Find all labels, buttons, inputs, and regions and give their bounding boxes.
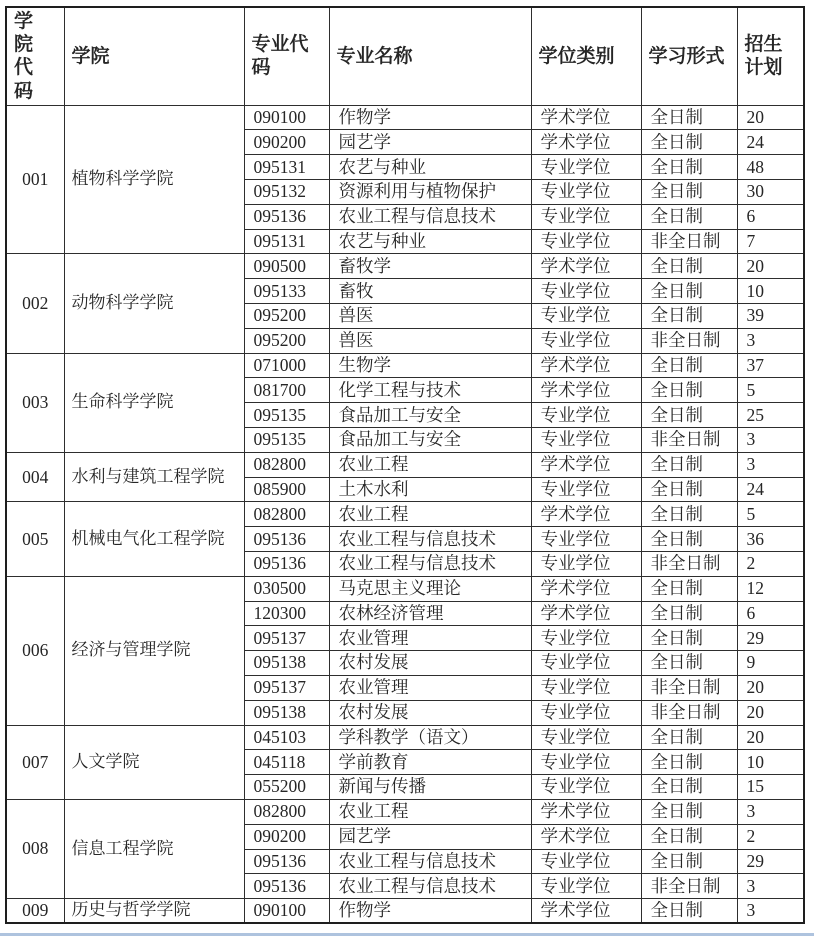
- major-name-cell: 农业工程与信息技术: [329, 874, 531, 899]
- column-header-degree-type: [531, 7, 641, 105]
- column-header-label: 专业代码: [251, 34, 309, 79]
- major-code-cell: 095131: [244, 155, 329, 180]
- college-code-cell: 008: [6, 800, 64, 899]
- study-form-cell: 全日制: [641, 254, 737, 279]
- column-header-label: 学院: [71, 45, 110, 67]
- enrollment-quota-cell: 3: [737, 800, 804, 825]
- bottom-accent-line: [0, 933, 814, 936]
- degree-type-cell: 专业学位: [531, 180, 641, 205]
- study-form-cell: 全日制: [641, 626, 737, 651]
- college-code-cell: 004: [6, 452, 64, 502]
- degree-type-cell: 学术学位: [531, 601, 641, 626]
- degree-type-cell: 专业学位: [531, 155, 641, 180]
- major-name-cell: 农林经济管理: [329, 601, 531, 626]
- degree-type-cell: 专业学位: [531, 552, 641, 577]
- major-code-cell: 030500: [244, 576, 329, 601]
- college-name-cell: 生命科学学院: [64, 353, 244, 452]
- study-form-cell: 全日制: [641, 502, 737, 527]
- study-form-cell: 全日制: [641, 155, 737, 180]
- major-code-cell: 095137: [244, 626, 329, 651]
- major-code-cell: 071000: [244, 353, 329, 378]
- enrollment-quota-cell: 10: [737, 750, 804, 775]
- major-name-cell: 园艺学: [329, 130, 531, 155]
- college-name-cell: 水利与建筑工程学院: [64, 452, 244, 502]
- study-form-cell: 全日制: [641, 824, 737, 849]
- college-name-cell: 植物科学学院: [64, 105, 244, 254]
- study-form-cell: 全日制: [641, 130, 737, 155]
- study-form-cell: 全日制: [641, 750, 737, 775]
- enrollment-quota-cell: 30: [737, 180, 804, 205]
- major-name-cell: 化学工程与技术: [329, 378, 531, 403]
- major-name-cell: 食品加工与安全: [329, 403, 531, 428]
- enrollment-quota-cell: 5: [737, 378, 804, 403]
- column-header-label: 专业名称: [336, 45, 413, 67]
- degree-type-cell: 专业学位: [531, 527, 641, 552]
- major-code-cell: 090200: [244, 130, 329, 155]
- column-header-college-code: [6, 7, 64, 105]
- major-name-cell: 农业管理: [329, 626, 531, 651]
- enrollment-quota-cell: 3: [737, 452, 804, 477]
- column-header-study-form: [641, 7, 737, 105]
- major-name-cell: 资源利用与植物保护: [329, 180, 531, 205]
- table-row: [6, 353, 804, 378]
- major-code-cell: 095200: [244, 328, 329, 353]
- major-code-cell: 090500: [244, 254, 329, 279]
- table-row: [6, 502, 804, 527]
- column-header-college-name: [64, 7, 244, 105]
- major-name-cell: 农村发展: [329, 651, 531, 676]
- major-name-cell: 农业工程与信息技术: [329, 849, 531, 874]
- study-form-cell: 全日制: [641, 452, 737, 477]
- major-code-cell: 082800: [244, 800, 329, 825]
- study-form-cell: 全日制: [641, 378, 737, 403]
- major-name-cell: 兽医: [329, 328, 531, 353]
- degree-type-cell: 学术学位: [531, 452, 641, 477]
- degree-type-cell: 专业学位: [531, 229, 641, 254]
- degree-type-cell: 专业学位: [531, 428, 641, 453]
- college-name-cell: 动物科学学院: [64, 254, 244, 353]
- study-form-cell: 全日制: [641, 477, 737, 502]
- degree-type-cell: 专业学位: [531, 477, 641, 502]
- degree-type-cell: 学术学位: [531, 105, 641, 130]
- column-header-label: 学习形式: [648, 45, 725, 67]
- degree-type-cell: 专业学位: [531, 676, 641, 701]
- major-code-cell: 095133: [244, 279, 329, 304]
- enrollment-quota-cell: 12: [737, 576, 804, 601]
- header-row: [6, 7, 804, 105]
- enrollment-quota-cell: 2: [737, 824, 804, 849]
- enrollment-quota-cell: 7: [737, 229, 804, 254]
- major-code-cell: 095138: [244, 700, 329, 725]
- enrollment-quota-cell: 3: [737, 874, 804, 899]
- major-name-cell: 食品加工与安全: [329, 428, 531, 453]
- degree-type-cell: 专业学位: [531, 626, 641, 651]
- degree-type-cell: 学术学位: [531, 254, 641, 279]
- degree-type-cell: 学术学位: [531, 824, 641, 849]
- enrollment-quota-cell: 20: [737, 700, 804, 725]
- degree-type-cell: 学术学位: [531, 899, 641, 924]
- college-code-cell: 006: [6, 576, 64, 725]
- major-code-cell: 095200: [244, 304, 329, 329]
- major-code-cell: 045103: [244, 725, 329, 750]
- enrollment-quota-cell: 9: [737, 651, 804, 676]
- enrollment-quota-cell: 37: [737, 353, 804, 378]
- table-row: [6, 452, 804, 477]
- degree-type-cell: 专业学位: [531, 204, 641, 229]
- college-code-cell: 002: [6, 254, 64, 353]
- enrollment-quota-cell: 6: [737, 601, 804, 626]
- degree-type-cell: 学术学位: [531, 378, 641, 403]
- enrollment-quota-cell: 36: [737, 527, 804, 552]
- major-name-cell: 畜牧: [329, 279, 531, 304]
- enrollment-quota-cell: 3: [737, 428, 804, 453]
- major-name-cell: 学前教育: [329, 750, 531, 775]
- college-name-cell: 人文学院: [64, 725, 244, 799]
- degree-type-cell: 专业学位: [531, 279, 641, 304]
- major-code-cell: 095136: [244, 849, 329, 874]
- study-form-cell: 全日制: [641, 849, 737, 874]
- study-form-cell: 非全日制: [641, 676, 737, 701]
- table-row: [6, 576, 804, 601]
- major-name-cell: 农业工程与信息技术: [329, 552, 531, 577]
- degree-type-cell: 专业学位: [531, 725, 641, 750]
- study-form-cell: 非全日制: [641, 874, 737, 899]
- study-form-cell: 非全日制: [641, 428, 737, 453]
- degree-type-cell: 学术学位: [531, 800, 641, 825]
- column-header-major-code: [244, 7, 329, 105]
- enrollment-quota-cell: 20: [737, 254, 804, 279]
- admission-plan-table: [5, 6, 805, 924]
- major-name-cell: 作物学: [329, 899, 531, 924]
- study-form-cell: 全日制: [641, 403, 737, 428]
- college-name-cell: 历史与哲学学院: [64, 899, 244, 924]
- study-form-cell: 全日制: [641, 527, 737, 552]
- degree-type-cell: 专业学位: [531, 328, 641, 353]
- degree-type-cell: 专业学位: [531, 775, 641, 800]
- major-name-cell: 农艺与种业: [329, 155, 531, 180]
- major-code-cell: 082800: [244, 502, 329, 527]
- college-code-cell: 007: [6, 725, 64, 799]
- enrollment-quota-cell: 10: [737, 279, 804, 304]
- major-code-cell: 095137: [244, 676, 329, 701]
- major-name-cell: 马克思主义理论: [329, 576, 531, 601]
- major-code-cell: 095136: [244, 552, 329, 577]
- enrollment-quota-cell: 25: [737, 403, 804, 428]
- study-form-cell: 非全日制: [641, 328, 737, 353]
- column-header-quota: [737, 7, 804, 105]
- major-code-cell: 095132: [244, 180, 329, 205]
- major-code-cell: 082800: [244, 452, 329, 477]
- study-form-cell: 全日制: [641, 899, 737, 924]
- enrollment-quota-cell: 39: [737, 304, 804, 329]
- college-name-cell: 机械电气化工程学院: [64, 502, 244, 576]
- table-row: [6, 254, 804, 279]
- study-form-cell: 全日制: [641, 800, 737, 825]
- major-code-cell: 095136: [244, 874, 329, 899]
- study-form-cell: 全日制: [641, 204, 737, 229]
- major-name-cell: 新闻与传播: [329, 775, 531, 800]
- enrollment-quota-cell: 15: [737, 775, 804, 800]
- college-name-cell: 信息工程学院: [64, 800, 244, 899]
- study-form-cell: 全日制: [641, 775, 737, 800]
- study-form-cell: 全日制: [641, 353, 737, 378]
- enrollment-quota-cell: 20: [737, 676, 804, 701]
- enrollment-quota-cell: 48: [737, 155, 804, 180]
- degree-type-cell: 专业学位: [531, 750, 641, 775]
- major-name-cell: 农村发展: [329, 700, 531, 725]
- enrollment-quota-cell: 3: [737, 899, 804, 924]
- enrollment-quota-cell: 29: [737, 849, 804, 874]
- major-name-cell: 生物学: [329, 353, 531, 378]
- major-name-cell: 园艺学: [329, 824, 531, 849]
- study-form-cell: 非全日制: [641, 700, 737, 725]
- table-row: [6, 800, 804, 825]
- major-code-cell: 095131: [244, 229, 329, 254]
- degree-type-cell: 学术学位: [531, 130, 641, 155]
- table-row: [6, 899, 804, 924]
- column-header-label: 学院代码: [14, 11, 34, 102]
- table-header: [6, 7, 804, 105]
- college-name-cell: 经济与管理学院: [64, 576, 244, 725]
- column-header-major-name: [329, 7, 531, 105]
- major-name-cell: 土木水利: [329, 477, 531, 502]
- major-name-cell: 兽医: [329, 304, 531, 329]
- major-name-cell: 作物学: [329, 105, 531, 130]
- college-code-cell: 005: [6, 502, 64, 576]
- major-name-cell: 学科教学（语文）: [329, 725, 531, 750]
- degree-type-cell: 学术学位: [531, 576, 641, 601]
- degree-type-cell: 专业学位: [531, 849, 641, 874]
- major-code-cell: 095138: [244, 651, 329, 676]
- major-code-cell: 081700: [244, 378, 329, 403]
- college-code-cell: 003: [6, 353, 64, 452]
- major-name-cell: 畜牧学: [329, 254, 531, 279]
- major-name-cell: 农业工程与信息技术: [329, 527, 531, 552]
- major-code-cell: 095136: [244, 204, 329, 229]
- study-form-cell: 全日制: [641, 279, 737, 304]
- major-code-cell: 120300: [244, 601, 329, 626]
- major-name-cell: 农业管理: [329, 676, 531, 701]
- enrollment-quota-cell: 29: [737, 626, 804, 651]
- major-code-cell: 095136: [244, 527, 329, 552]
- enrollment-quota-cell: 5: [737, 502, 804, 527]
- college-code-cell: 001: [6, 105, 64, 254]
- major-name-cell: 农业工程: [329, 800, 531, 825]
- column-header-label: 学位类别: [538, 45, 615, 67]
- degree-type-cell: 专业学位: [531, 700, 641, 725]
- study-form-cell: 全日制: [641, 725, 737, 750]
- degree-type-cell: 专业学位: [531, 651, 641, 676]
- study-form-cell: 全日制: [641, 105, 737, 130]
- enrollment-quota-cell: 3: [737, 328, 804, 353]
- major-code-cell: 095135: [244, 403, 329, 428]
- study-form-cell: 全日制: [641, 304, 737, 329]
- major-name-cell: 农艺与种业: [329, 229, 531, 254]
- study-form-cell: 非全日制: [641, 552, 737, 577]
- degree-type-cell: 专业学位: [531, 304, 641, 329]
- major-code-cell: 090200: [244, 824, 329, 849]
- degree-type-cell: 专业学位: [531, 874, 641, 899]
- column-header-label: 招生计划: [744, 34, 783, 79]
- study-form-cell: 全日制: [641, 180, 737, 205]
- major-code-cell: 045118: [244, 750, 329, 775]
- enrollment-quota-cell: 24: [737, 130, 804, 155]
- study-form-cell: 非全日制: [641, 229, 737, 254]
- study-form-cell: 全日制: [641, 651, 737, 676]
- major-name-cell: 农业工程: [329, 502, 531, 527]
- enrollment-quota-cell: 2: [737, 552, 804, 577]
- degree-type-cell: 学术学位: [531, 502, 641, 527]
- major-name-cell: 农业工程: [329, 452, 531, 477]
- college-code-cell: 009: [6, 899, 64, 924]
- table-row: [6, 725, 804, 750]
- major-name-cell: 农业工程与信息技术: [329, 204, 531, 229]
- study-form-cell: 全日制: [641, 601, 737, 626]
- major-code-cell: 090100: [244, 899, 329, 924]
- major-code-cell: 095135: [244, 428, 329, 453]
- table-row: [6, 105, 804, 130]
- major-code-cell: 090100: [244, 105, 329, 130]
- enrollment-quota-cell: 20: [737, 725, 804, 750]
- enrollment-quota-cell: 20: [737, 105, 804, 130]
- enrollment-quota-cell: 6: [737, 204, 804, 229]
- degree-type-cell: 专业学位: [531, 403, 641, 428]
- degree-type-cell: 学术学位: [531, 353, 641, 378]
- enrollment-quota-cell: 24: [737, 477, 804, 502]
- study-form-cell: 全日制: [641, 576, 737, 601]
- major-code-cell: 085900: [244, 477, 329, 502]
- major-code-cell: 055200: [244, 775, 329, 800]
